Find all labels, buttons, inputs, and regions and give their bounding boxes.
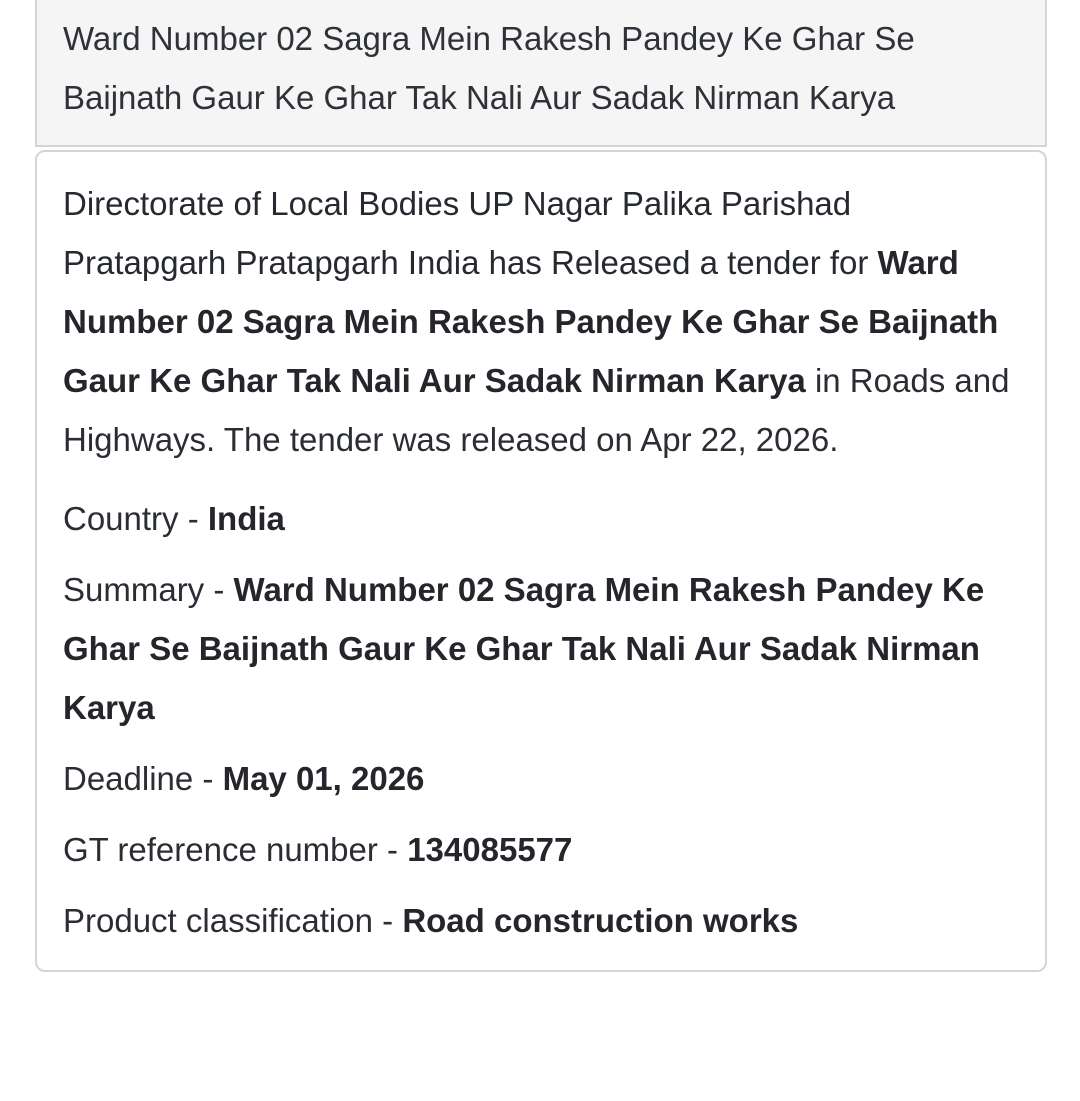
- tender-detail-card: [35, 150, 1047, 972]
- gt-reference-label: GT reference number -: [63, 831, 408, 868]
- gt-reference-value: 134085577: [407, 831, 573, 868]
- tender-page-title: Ward Number 02 Sagra Mein Rakesh Pandey Ke Ghar Se Baijnath Gaur Ke Ghar Tak Nali Aur Sadak Nirman Karya: [63, 20, 915, 116]
- field-row-deadline: [63, 749, 1019, 808]
- deadline-value: May 01, 2026: [222, 760, 425, 797]
- field-row-gt-reference: [63, 820, 1019, 879]
- summary-value: Ward Number 02 Sagra Mein Rakesh Pandey Ke Ghar Se Baijnath Gaur Ke Ghar Tak Nali Aur Sadak Nirman Karya: [63, 571, 985, 726]
- field-row-summary: [63, 560, 1019, 737]
- intro-lead-text: Directorate of Local Bodies UP Nagar Palika Parishad Pratapgarh Pratapgarh India has Released a tender for: [63, 185, 878, 281]
- intro-tender-title: Ward Number 02 Sagra Mein Rakesh Pandey Ke Ghar Se Baijnath Gaur Ke Ghar Tak Nali Aur Sadak Nirman Karya: [63, 244, 999, 399]
- tender-intro-paragraph: [63, 174, 1019, 469]
- country-value: India: [207, 500, 285, 537]
- summary-label: Summary -: [63, 571, 234, 608]
- content-column: [35, 0, 1047, 972]
- field-row-country: [63, 489, 1019, 548]
- field-row-product-classification: [63, 891, 1019, 950]
- product-classification-value: Road construction works: [402, 902, 799, 939]
- country-label: Country -: [63, 500, 208, 537]
- product-classification-label: Product classification -: [63, 902, 403, 939]
- intro-tail-text: in Roads and Highways. The tender was released on Apr 22, 2026.: [63, 362, 1010, 458]
- deadline-label: Deadline -: [63, 760, 223, 797]
- tender-title-card: [35, 0, 1047, 147]
